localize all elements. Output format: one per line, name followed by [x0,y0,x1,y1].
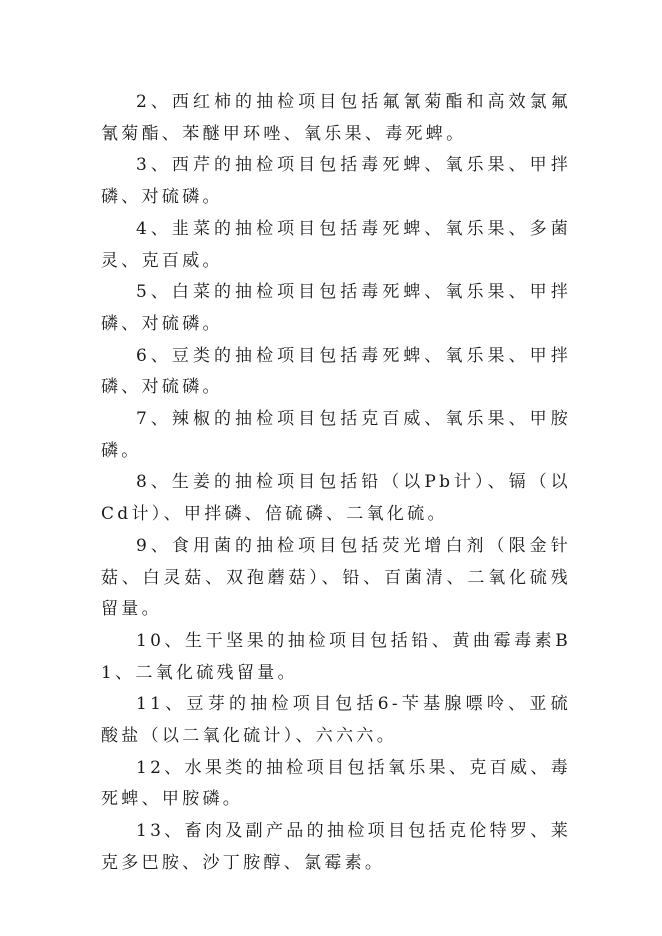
paragraph-item-5: 5、白菜的抽检项目包括毒死蜱、氧乐果、甲拌磷、对硫磷。 [101,282,571,334]
paragraph-item-7: 7、辣椒的抽检项目包括克百威、氧乐果、甲胺磷。 [101,409,571,461]
paragraph-item-13: 13、畜肉及副产品的抽检项目包括克伦特罗、莱克多巴胺、沙丁胺醇、氯霉素。 [101,821,571,873]
paragraph-item-11: 11、豆芽的抽检项目包括6-苄基腺嘌呤、亚硫酸盐（以二氧化硫计）、六六六。 [101,694,571,747]
paragraph-item-3: 3、西芹的抽检项目包括毒死蜱、氧乐果、甲拌磷、对硫磷。 [101,155,571,208]
paragraph-item-4: 4、韭菜的抽检项目包括毒死蜱、氧乐果、多菌灵、克百威。 [101,218,571,271]
paragraph-item-10: 10、生干坚果的抽检项目包括铅、黄曲霉毒素B1、二氧化硫残留量。 [101,630,571,683]
document-page [101,87,571,880]
paragraph-item-9: 9、食用菌的抽检项目包括荧光增白剂（限金针菇、白灵菇、双孢蘑菇）、铅、百菌清、二氧化硫残留量。 [101,535,571,620]
paragraph-item-12: 12、水果类的抽检项目包括氧乐果、克百威、毒死蜱、甲胺磷。 [101,757,571,810]
paragraph-item-8: 8、生姜的抽检项目包括铅（以Pb计）、镉（以Cd计）、甲拌磷、倍硫磷、二氧化硫。 [101,472,571,525]
paragraph-item-6: 6、豆类的抽检项目包括毒死蜱、氧乐果、甲拌磷、对硫磷。 [101,345,571,398]
paragraph-item-2: 2、西红柿的抽检项目包括氟氰菊酯和高效氯氟氰菊酯、苯醚甲环唑、氧乐果、毒死蜱。 [101,92,571,144]
